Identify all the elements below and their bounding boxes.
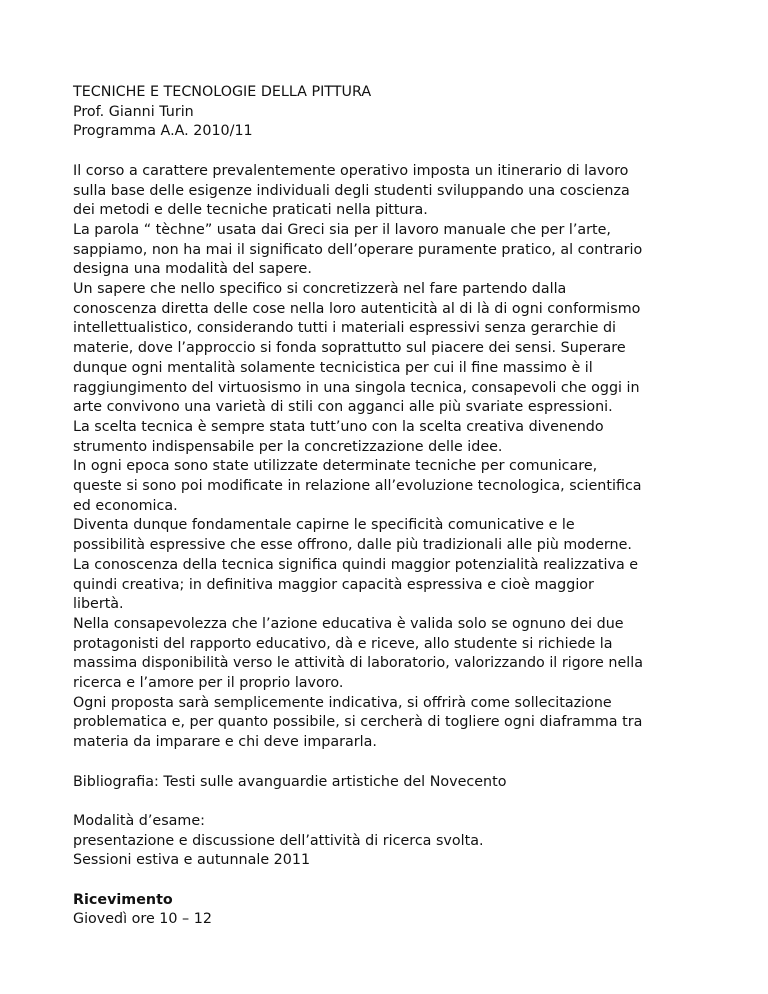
description-line: arte convivono una varietà di stili con agganci alle più svariate espressioni. [73, 399, 613, 416]
description-line: Diventa dunque fondamentale capirne le specificità comunicative e le [73, 517, 575, 534]
description-line: La scelta tecnica è sempre stata tutt’uno con la scelta creativa divenendo [73, 418, 604, 435]
description-line: sulla base delle esigenze individuali degli studenti sviluppando una coscienza [73, 182, 630, 199]
description-line: materie, dove l’approccio si fonda soprattutto sul piacere dei sensi. Superare [73, 340, 626, 357]
bibliography: Bibliografia: Testi sulle avanguardie artistiche del Novecento [73, 773, 507, 790]
document-page [73, 83, 733, 930]
description-line: libertà. [73, 596, 124, 613]
course-title: TECNICHE E TECNOLOGIE DELLA PITTURA [73, 84, 372, 100]
description-line: La conoscenza della tecnica significa quindi maggior potenzialità realizzativa e [73, 556, 639, 573]
description-line: dei metodi e delle tecniche praticati nella pittura. [73, 202, 428, 219]
professor-name: Prof. Gianni Turin [73, 103, 194, 120]
description-line: raggiungimento del virtuosismo in una singola tecnica, consapevoli che oggi in [73, 379, 640, 396]
description-line: possibilità espressive che esse offrono, dalle più tradizionali alle più moderne. [73, 537, 632, 554]
description-line: conoscenza diretta delle cose nella loro autenticità al di là di ogni conformismo [73, 300, 641, 317]
description-line: In ogni epoca sono state utilizzate determinate tecniche per comunicare, [73, 458, 598, 475]
program-year: Programma A.A. 2010/11 [73, 123, 253, 140]
description-line: Un sapere che nello specifico si concretizzerà nel fare partendo dalla [73, 281, 567, 298]
reception-section [73, 891, 733, 930]
reception-hours: Giovedì ore 10 – 12 [73, 911, 212, 928]
description-line: protagonisti del rapporto educativo, dà e riceve, allo studente si richiede la [73, 635, 613, 652]
description-line: Ogni proposta sarà semplicemente indicativa, si offrirà come sollecitazione [73, 694, 612, 711]
description-line: ed economica. [73, 497, 178, 514]
course-description [73, 162, 733, 753]
description-line: problematica e, per quanto possibile, si cercherà di togliere ogni diaframma tra [73, 714, 643, 731]
description-line: designa una modalità del sapere. [73, 261, 312, 278]
description-line: dunque ogni mentalità solamente tecnicistica per cui il fine massimo è il [73, 359, 593, 376]
spacer [73, 792, 733, 812]
spacer [73, 871, 733, 891]
description-line: sappiamo, non ha mai il significato dell’operare puramente pratico, al contrario [73, 241, 643, 258]
description-line: Il corso a carattere prevalentemente operativo imposta un itinerario di lavoro [73, 162, 629, 179]
description-line: queste si sono poi modificate in relazione all’evoluzione tecnologica, scientifica [73, 478, 642, 495]
document-header [73, 83, 733, 142]
spacer [73, 753, 733, 773]
description-line: quindi creativa; in definitiva maggior capacità espressiva e cioè maggior [73, 576, 594, 593]
description-line: La parola “ tèchne” usata dai Greci sia per il lavoro manuale che per l’arte, [73, 221, 611, 238]
exam-section [73, 812, 733, 871]
description-line: ricerca e l’amore per il proprio lavoro. [73, 675, 344, 692]
description-line: strumento indispensabile per la concretizzazione delle idee. [73, 438, 503, 455]
exam-description: presentazione e discussione dell’attività di ricerca svolta. [73, 832, 484, 849]
description-line: intellettualistico, considerando tutti i materiali espressivi senza gerarchie di [73, 320, 617, 337]
description-line: massima disponibilità verso le attività di laboratorio, valorizzando il rigore nella [73, 655, 643, 672]
description-line: Nella consapevolezza che l’azione educativa è valida solo se ognuno dei due [73, 615, 624, 632]
spacer [73, 142, 733, 162]
reception-heading: Ricevimento [73, 891, 173, 908]
exam-sessions: Sessioni estiva e autunnale 2011 [73, 852, 311, 869]
exam-heading: Modalità d’esame: [73, 812, 205, 829]
description-line: materia da imparare e chi deve impararla. [73, 734, 377, 751]
